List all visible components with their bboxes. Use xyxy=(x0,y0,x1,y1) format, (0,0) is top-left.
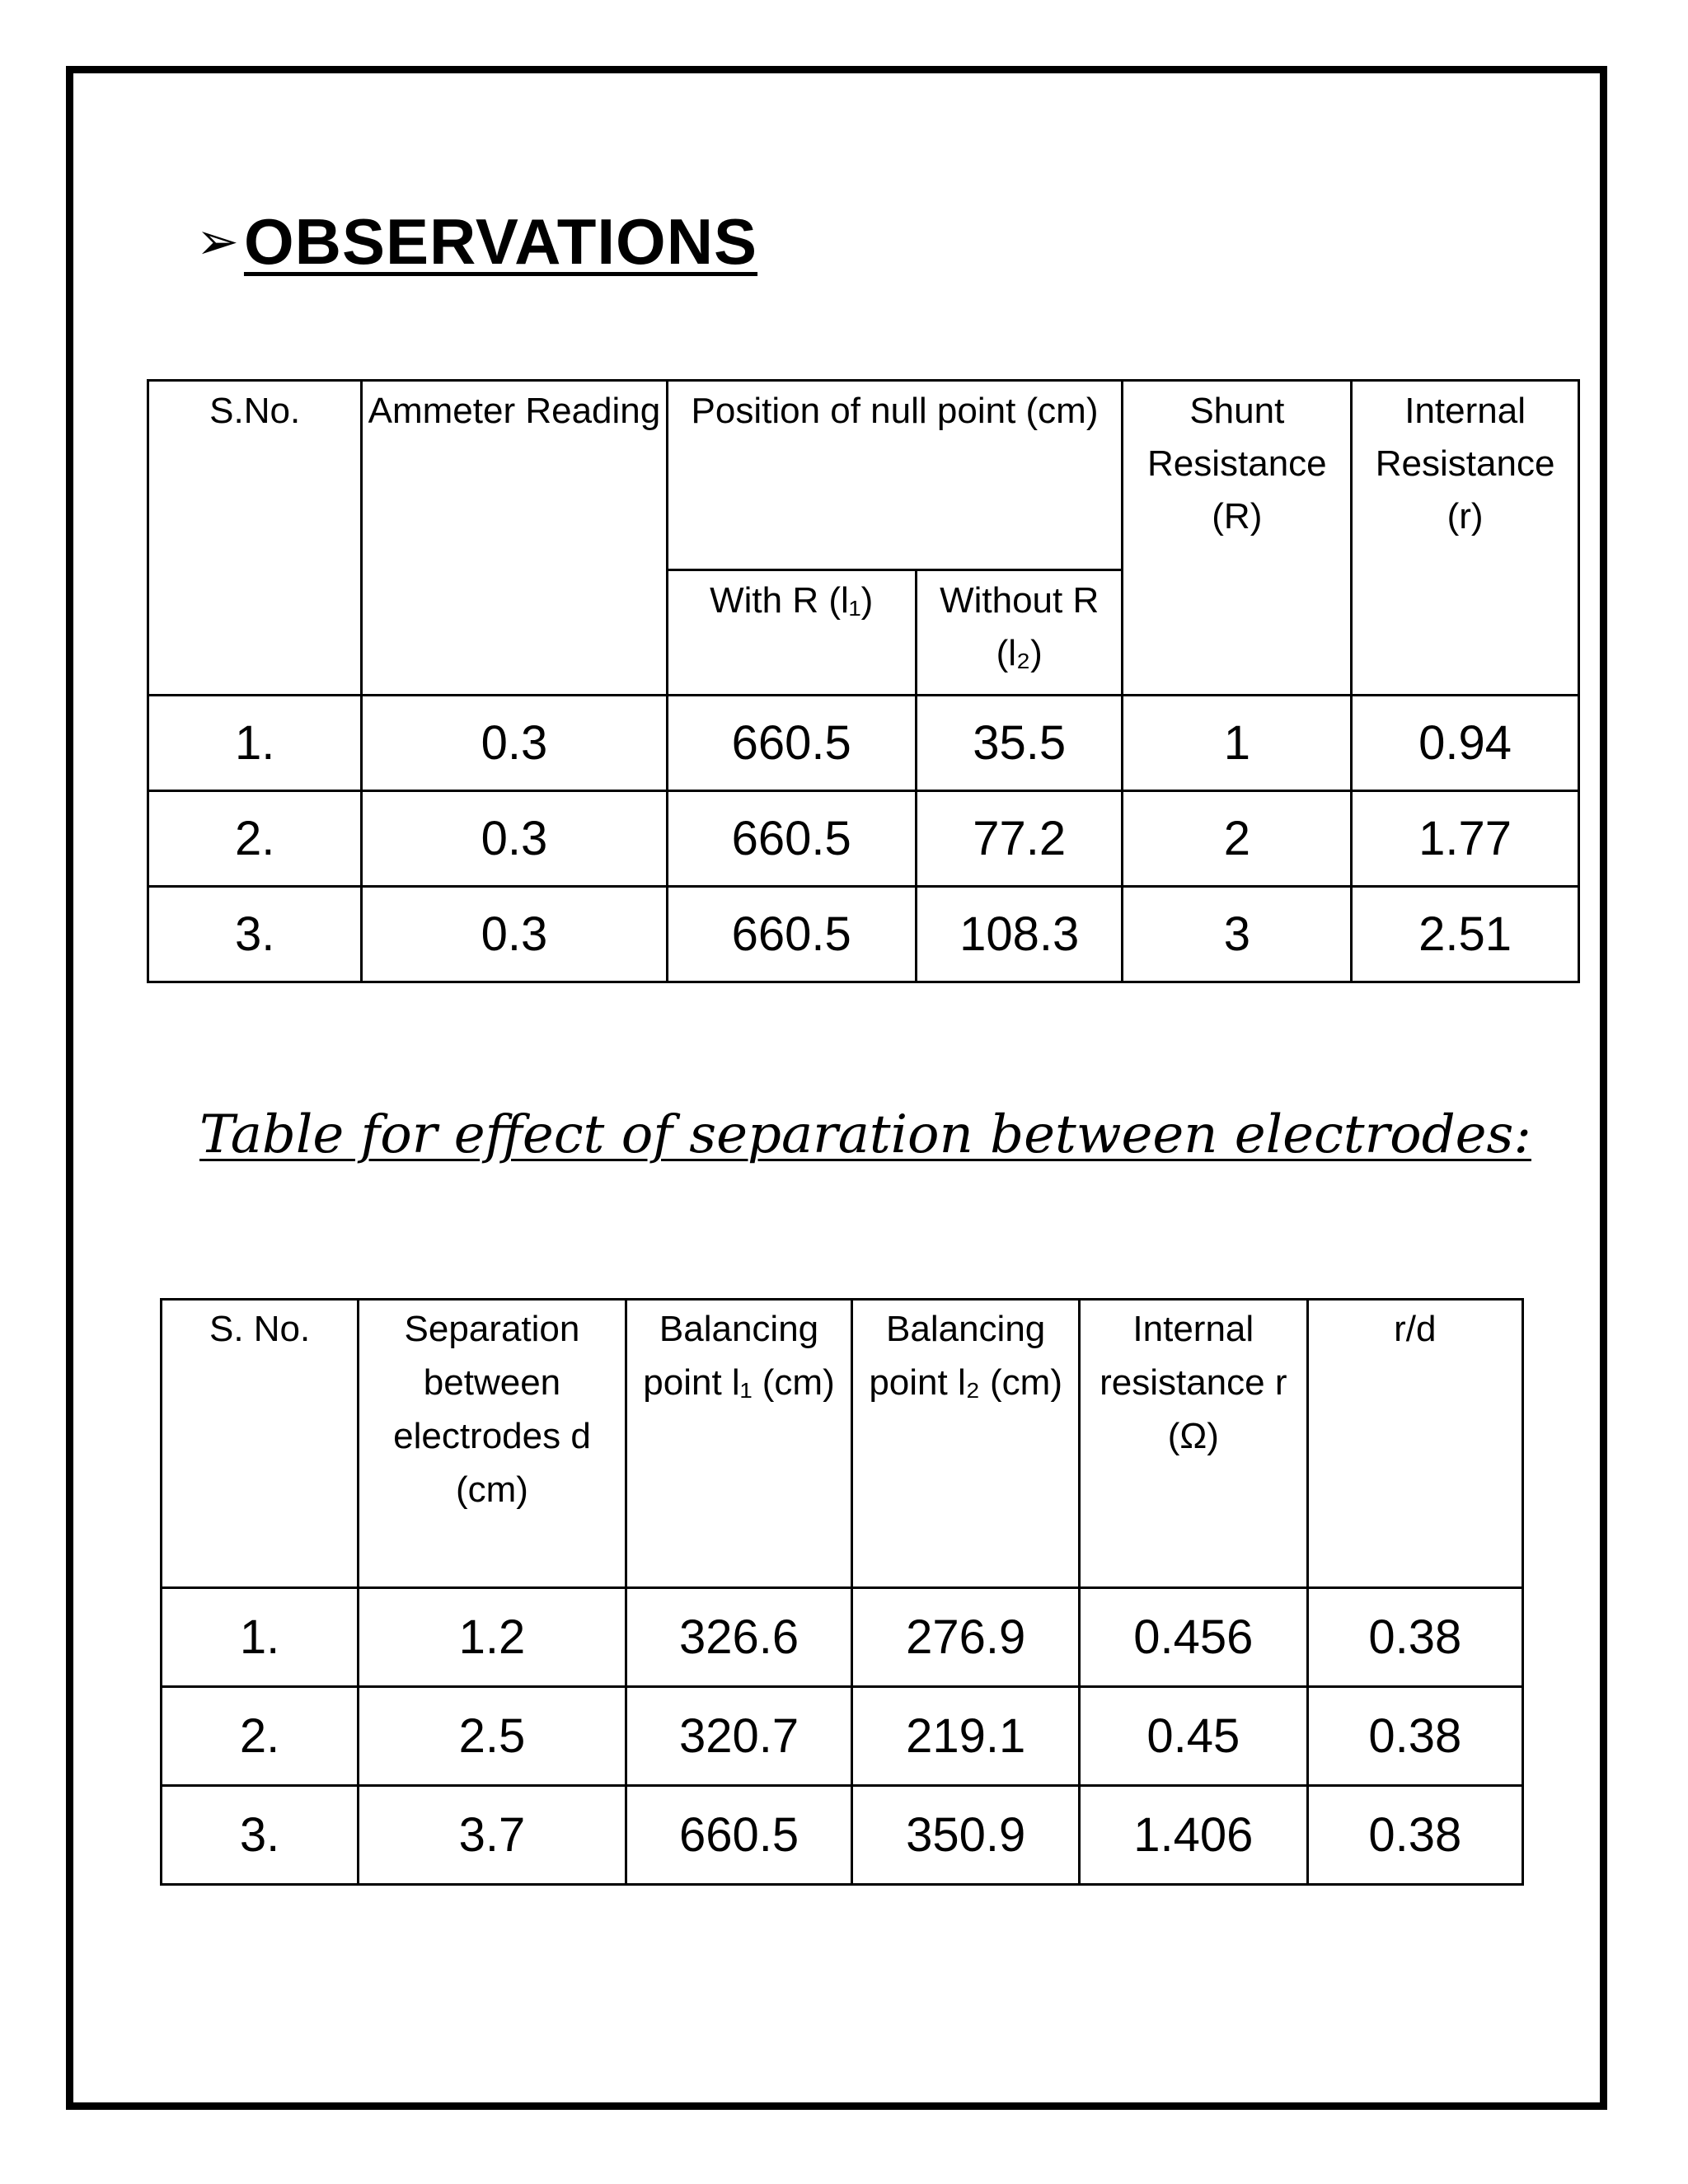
cell-internal: 2.51 xyxy=(1352,887,1579,982)
header-balancing-point-l1: Balancing point l₁ (cm) xyxy=(626,1300,852,1588)
cell-ratio: 0.38 xyxy=(1307,1588,1522,1687)
cell-internal: 0.94 xyxy=(1352,696,1579,791)
cell-separation: 1.2 xyxy=(359,1588,626,1687)
cell-sno: 2. xyxy=(148,791,362,887)
cell-ammeter: 0.3 xyxy=(362,791,667,887)
header-sno: S.No. xyxy=(148,381,362,696)
cell-ammeter: 0.3 xyxy=(362,696,667,791)
header-separation: Separation between electrodes d (cm) xyxy=(359,1300,626,1588)
cell-separation: 2.5 xyxy=(359,1687,626,1786)
cell-l1: 660.5 xyxy=(626,1786,852,1885)
header-with-r: With R (l₁) xyxy=(667,570,916,696)
separation-table-title: Table for effect of separation between electrodes: xyxy=(199,1104,1531,1165)
header-internal-resistance: Internal Resistance (r) xyxy=(1352,381,1579,696)
cell-without-r: 108.3 xyxy=(916,887,1123,982)
cell-l2: 276.9 xyxy=(852,1588,1080,1687)
cell-l2: 219.1 xyxy=(852,1687,1080,1786)
cell-with-r: 660.5 xyxy=(667,696,916,791)
cell-internal: 0.45 xyxy=(1079,1687,1307,1786)
table-row xyxy=(162,1588,1523,1687)
cell-shunt: 1 xyxy=(1123,696,1352,791)
cell-l1: 326.6 xyxy=(626,1588,852,1687)
cell-shunt: 3 xyxy=(1123,887,1352,982)
header-without-r: Without R (l₂) xyxy=(916,570,1123,696)
cell-sno: 1. xyxy=(148,696,362,791)
header-balancing-point-l2: Balancing point l₂ (cm) xyxy=(852,1300,1080,1588)
cell-sno: 3. xyxy=(148,887,362,982)
cell-ammeter: 0.3 xyxy=(362,887,667,982)
cell-ratio: 0.38 xyxy=(1307,1786,1522,1885)
heading-title: OBSERVATIONS xyxy=(243,205,758,278)
header-shunt-resistance: Shunt Resistance (R) xyxy=(1123,381,1352,696)
cell-shunt: 2 xyxy=(1123,791,1352,887)
arrow-bullet-icon: ➢ xyxy=(196,213,239,270)
cell-internal: 1.77 xyxy=(1352,791,1579,887)
header-sno: S. No. xyxy=(162,1300,359,1588)
header-ammeter-reading: Ammeter Reading xyxy=(362,381,667,696)
cell-sno: 3. xyxy=(162,1786,359,1885)
cell-separation: 3.7 xyxy=(359,1786,626,1885)
cell-sno: 1. xyxy=(162,1588,359,1687)
cell-with-r: 660.5 xyxy=(667,791,916,887)
cell-with-r: 660.5 xyxy=(667,887,916,982)
table-row xyxy=(148,791,1579,887)
cell-without-r: 35.5 xyxy=(916,696,1123,791)
cell-l1: 320.7 xyxy=(626,1687,852,1786)
cell-l2: 350.9 xyxy=(852,1786,1080,1885)
observations-table xyxy=(147,379,1580,983)
header-null-point: Position of null point (cm) xyxy=(667,381,1123,570)
cell-sno: 2. xyxy=(162,1687,359,1786)
header-internal-resistance: Internal resistance r (Ω) xyxy=(1079,1300,1307,1588)
table-row xyxy=(148,887,1579,982)
cell-ratio: 0.38 xyxy=(1307,1687,1522,1786)
cell-internal: 1.406 xyxy=(1079,1786,1307,1885)
observations-heading xyxy=(196,204,757,279)
table-row xyxy=(162,1687,1523,1786)
separation-table xyxy=(160,1298,1524,1886)
table-row xyxy=(162,1786,1523,1885)
header-ratio: r/d xyxy=(1307,1300,1522,1588)
cell-internal: 0.456 xyxy=(1079,1588,1307,1687)
cell-without-r: 77.2 xyxy=(916,791,1123,887)
table-row xyxy=(148,696,1579,791)
